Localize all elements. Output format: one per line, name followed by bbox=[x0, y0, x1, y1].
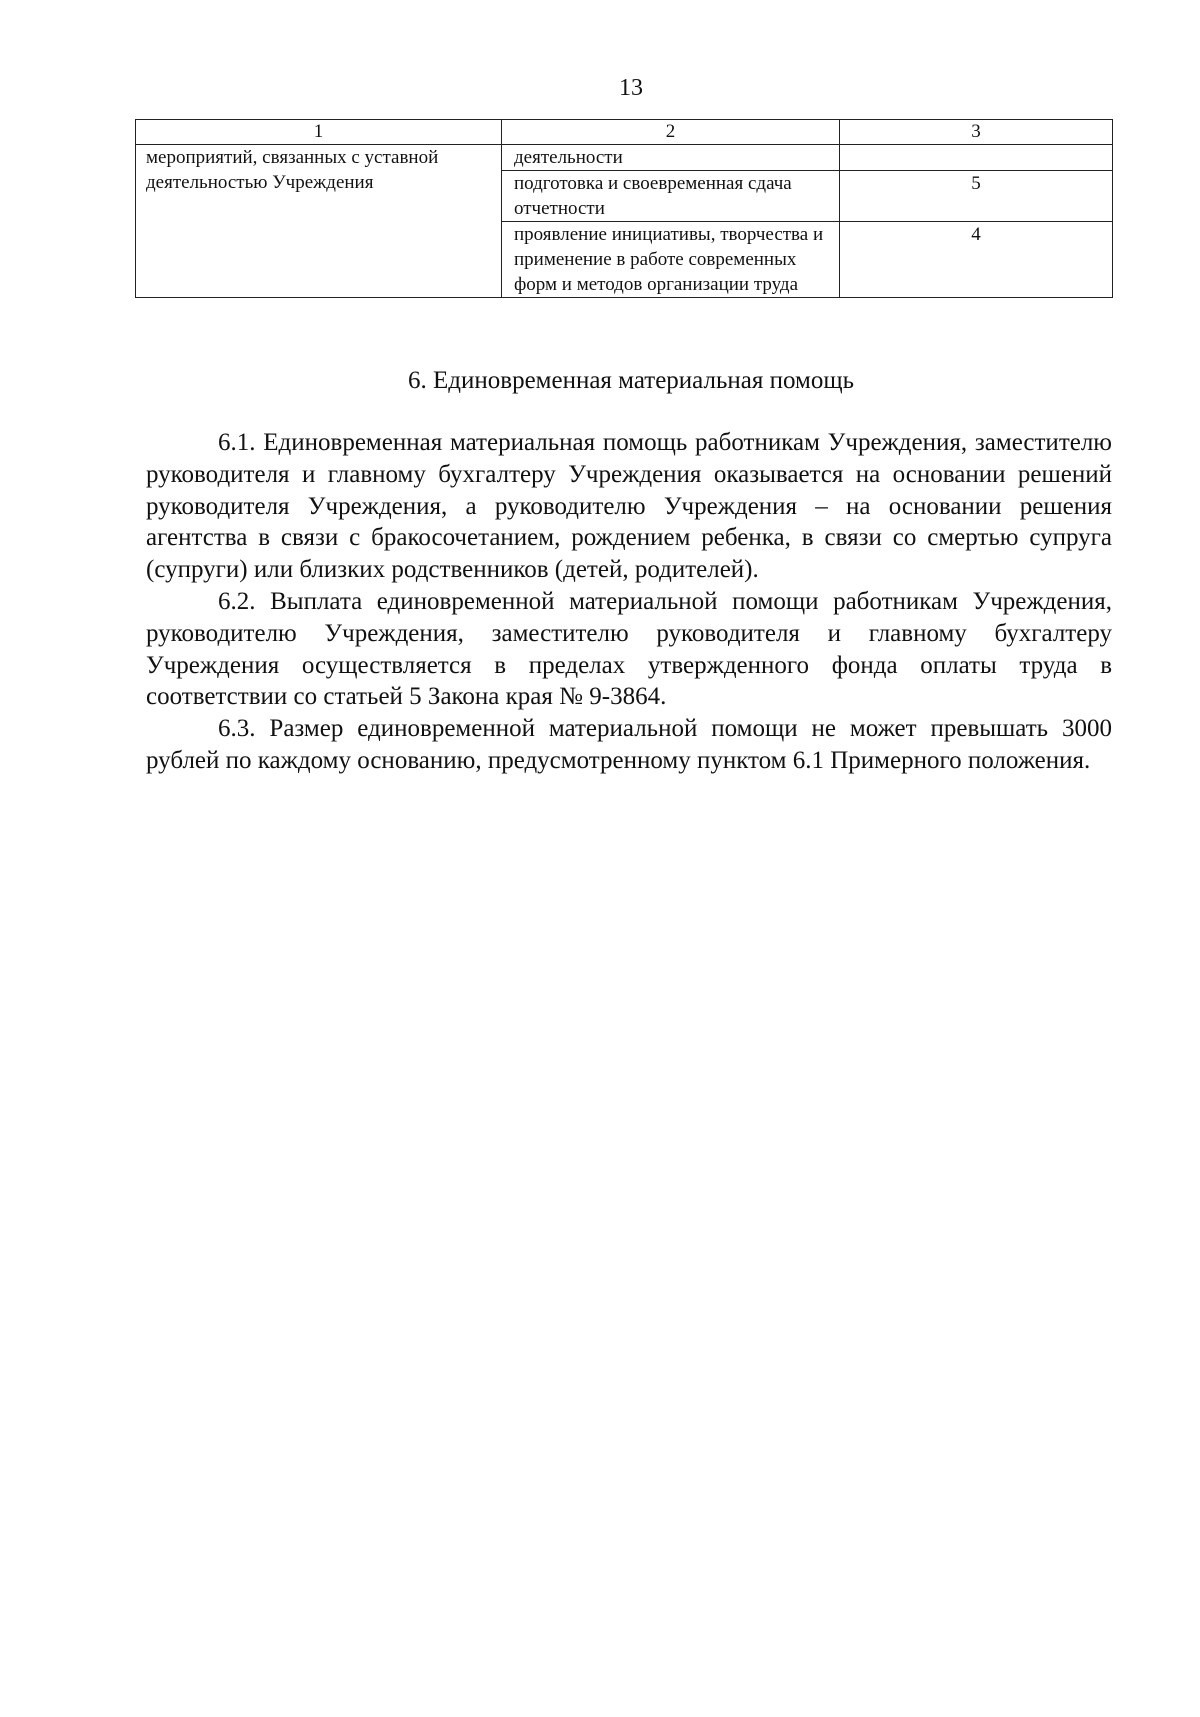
table-cell-score bbox=[840, 145, 1113, 171]
paragraph: 6.2. Выплата единовременной материальной помощи работникам Учреждения, руководителю Учреждения, заместителю руководителя и главному бухгалтеру Учреждения осуществляется в пределах утвержденного фонда оплаты труда в соответствии со статьей 5 Закона края № 9-3864. bbox=[146, 587, 1112, 711]
table-cell-indicator: деятельности bbox=[502, 145, 840, 171]
table-header-cell: 2 bbox=[502, 120, 840, 145]
table-cell-indicator: проявление инициативы, творчества и применение в работе современных форм и методов организации труда bbox=[502, 222, 840, 298]
criteria-table-wrapper bbox=[135, 119, 1112, 298]
table-cell-score: 4 bbox=[840, 222, 1113, 298]
table-header-cell: 1 bbox=[136, 120, 502, 145]
table-cell-score: 5 bbox=[840, 171, 1113, 222]
table-row bbox=[136, 145, 1113, 171]
paragraph: 6.3. Размер единовременной материальной помощи не может превышать 3000 рублей по каждому основанию, предусмотренному пунктом 6.1 Примерного положения. bbox=[146, 715, 1112, 774]
table-header-cell: 3 bbox=[840, 120, 1113, 145]
table-cell-criterion: мероприятий, связанных с уставной деятельностью Учреждения bbox=[136, 145, 502, 298]
criteria-table bbox=[135, 119, 1113, 298]
table-header-row bbox=[136, 120, 1113, 145]
section-title: 6. Единовременная материальная помощь bbox=[408, 367, 854, 394]
section-body bbox=[146, 427, 1112, 777]
paragraph: 6.1. Единовременная материальная помощь работникам Учреждения, заместителю руководителя и главному бухгалтеру Учреждения оказывается на основании решений руководителя Учреждения, а руководителю Учреждения – на основании решения агентства в связи с бракосочетанием, рождением ребенка, в связи со смертью супруга (супруги) или близких родственников (детей, родителей). bbox=[146, 429, 1112, 584]
table-cell-indicator: подготовка и своевременная сдача отчетности bbox=[502, 171, 840, 222]
page-number: 13 bbox=[619, 75, 643, 101]
